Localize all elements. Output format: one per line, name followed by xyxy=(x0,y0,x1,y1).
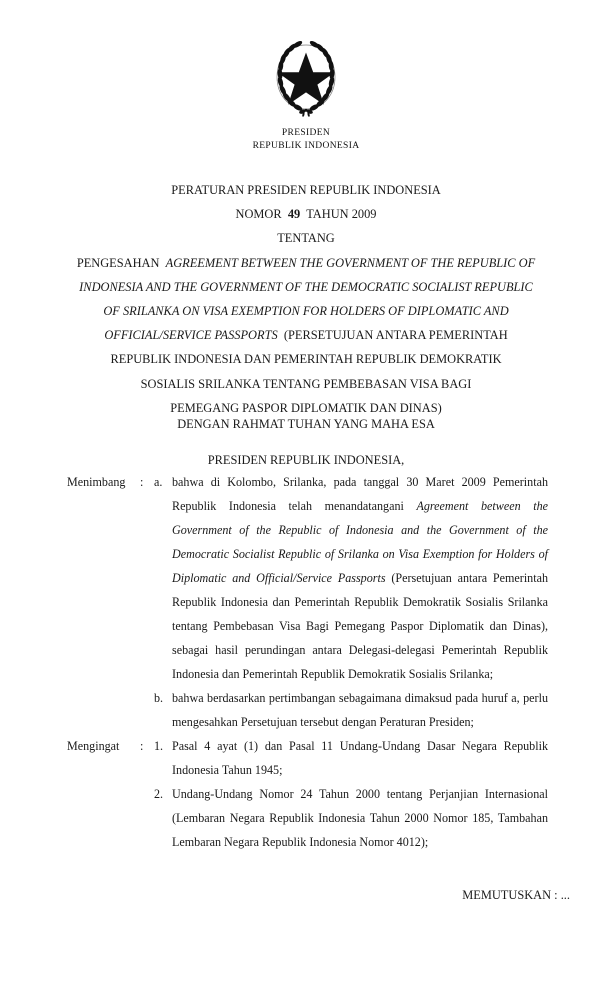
menimbang-item-a xyxy=(0,470,612,686)
regulation-number-line xyxy=(42,202,570,226)
oath-spacer xyxy=(0,436,612,448)
menimbang-marker-a: a. xyxy=(154,475,163,489)
menimbang-a-seg-1: bahwa di Kolombo, Srilanka, pada tanggal 30 Maret 2009 Pemerintah Republik Indonesia telah menandatangani xyxy=(172,475,548,513)
subject-line-7: PEMEGANG PASPOR DIPLOMATIK DAN DINAS) xyxy=(170,400,442,415)
subject-line-4 xyxy=(42,323,570,347)
menimbang-text-a xyxy=(172,470,548,686)
oath-line-1: DENGAN RAHMAT TUHAN YANG MAHA ESA xyxy=(177,417,435,431)
nomor-value: 49 xyxy=(287,207,301,222)
document-title-block xyxy=(42,178,570,420)
subject-line-5: REPUBLIK INDONESIA DAN PEMERINTAH REPUBLIK DEMOKRATIK xyxy=(110,352,502,367)
emblem-caption-line-1: PRESIDEN xyxy=(281,128,331,138)
regulation-type-line: PERATURAN PRESIDEN REPUBLIK INDONESIA xyxy=(171,183,441,197)
document-body xyxy=(0,470,612,854)
menimbang-colon: : xyxy=(140,475,144,489)
mengingat-item-2 xyxy=(0,782,612,854)
mengingat-text-1: Pasal 4 ayat (1) dan Pasal 11 Undang-Undang Dasar Negara Republik Indonesia Tahun 1945; xyxy=(172,739,548,777)
garuda-star-wreath-emblem-icon xyxy=(268,36,344,118)
subject-line-3: OF SRILANKA ON VISA EXEMPTION FOR HOLDERS OF DIPLOMATIC AND xyxy=(103,304,509,319)
subject-line-2: INDONESIA AND THE GOVERNMENT OF THE DEMOCRATIC SOCIALIST REPUBLIC xyxy=(79,279,533,294)
menimbang-text-b: bahwa berdasarkan pertimbangan sebagaimana dimaksud pada huruf a, perlu mengesahkan Persetujuan tersebut dengan Peraturan Presiden; xyxy=(172,691,548,729)
subject-plain-4: (PERSETUJUAN ANTARA PEMERINTAH xyxy=(283,328,508,343)
menimbang-a-seg-3: (Persetujuan antara Pemerintah Republik Indonesia dan Pemerintah Republik Demokratik Sosialis Srilanka tentang Pembebasan Visa Bagi Pemegang Paspor Diplomatik dan Dinas), sebagai hasil perundingan antara Delegasi-delegasi Pemerintah Republik Indonesia dan Pemerintah Republik Demokratik Sosialis Srilanka; xyxy=(172,571,548,681)
mengingat-clause xyxy=(0,734,612,854)
mengingat-text-2: Undang-Undang Nomor 24 Tahun 2000 tentang Perjanjian Internasional (Lembaran Negara Republik Indonesia Tahun 2000 Nomor 185, Tambahan Lembaran Negara Republik Indonesia Nomor 4012); xyxy=(172,787,548,849)
tentang-label: TENTANG xyxy=(277,231,335,246)
subject-plain-1: PENGESAHAN xyxy=(76,255,160,270)
subject-italic-4: OFFICIAL/SERVICE PASSPORTS xyxy=(104,328,278,343)
emblem-caption xyxy=(0,127,612,152)
menimbang-marker-b: b. xyxy=(154,691,164,705)
mengingat-colon: : xyxy=(140,739,144,753)
mengingat-label: Mengingat xyxy=(67,739,120,753)
menimbang-a-seg-2-italic: Agreement between the Government of the Republic of Indonesia and the Government of the Democratic Socialist Republic of Srilanka on Visa Exemption for Holders of Diplomatic and Official/Service Passports xyxy=(172,499,549,585)
menimbang-clause xyxy=(0,470,612,734)
mengingat-item-1 xyxy=(0,734,612,782)
mengingat-marker-2: 2. xyxy=(154,787,164,801)
nomor-prefix: NOMOR xyxy=(235,207,282,222)
nomor-suffix: TAHUN 2009 xyxy=(306,207,377,222)
emblem-caption-line-2: REPUBLIK INDONESIA xyxy=(252,140,360,151)
oath-line-2: PRESIDEN REPUBLIK INDONESIA, xyxy=(207,453,405,467)
subject-line-1 xyxy=(42,251,570,275)
oath-block xyxy=(0,412,612,472)
document-header xyxy=(0,36,612,152)
memutuskan-line: MEMUTUSKAN : ... xyxy=(462,888,570,902)
menimbang-item-b xyxy=(0,686,612,734)
mengingat-marker-1: 1. xyxy=(154,739,164,753)
subject-line-6: SOSIALIS SRILANKA TENTANG PEMBEBASAN VISA BAGI xyxy=(140,376,472,391)
menimbang-label: Menimbang xyxy=(67,475,126,489)
subject-italic-1: AGREEMENT BETWEEN THE GOVERNMENT OF THE REPUBLIC OF xyxy=(165,255,536,270)
